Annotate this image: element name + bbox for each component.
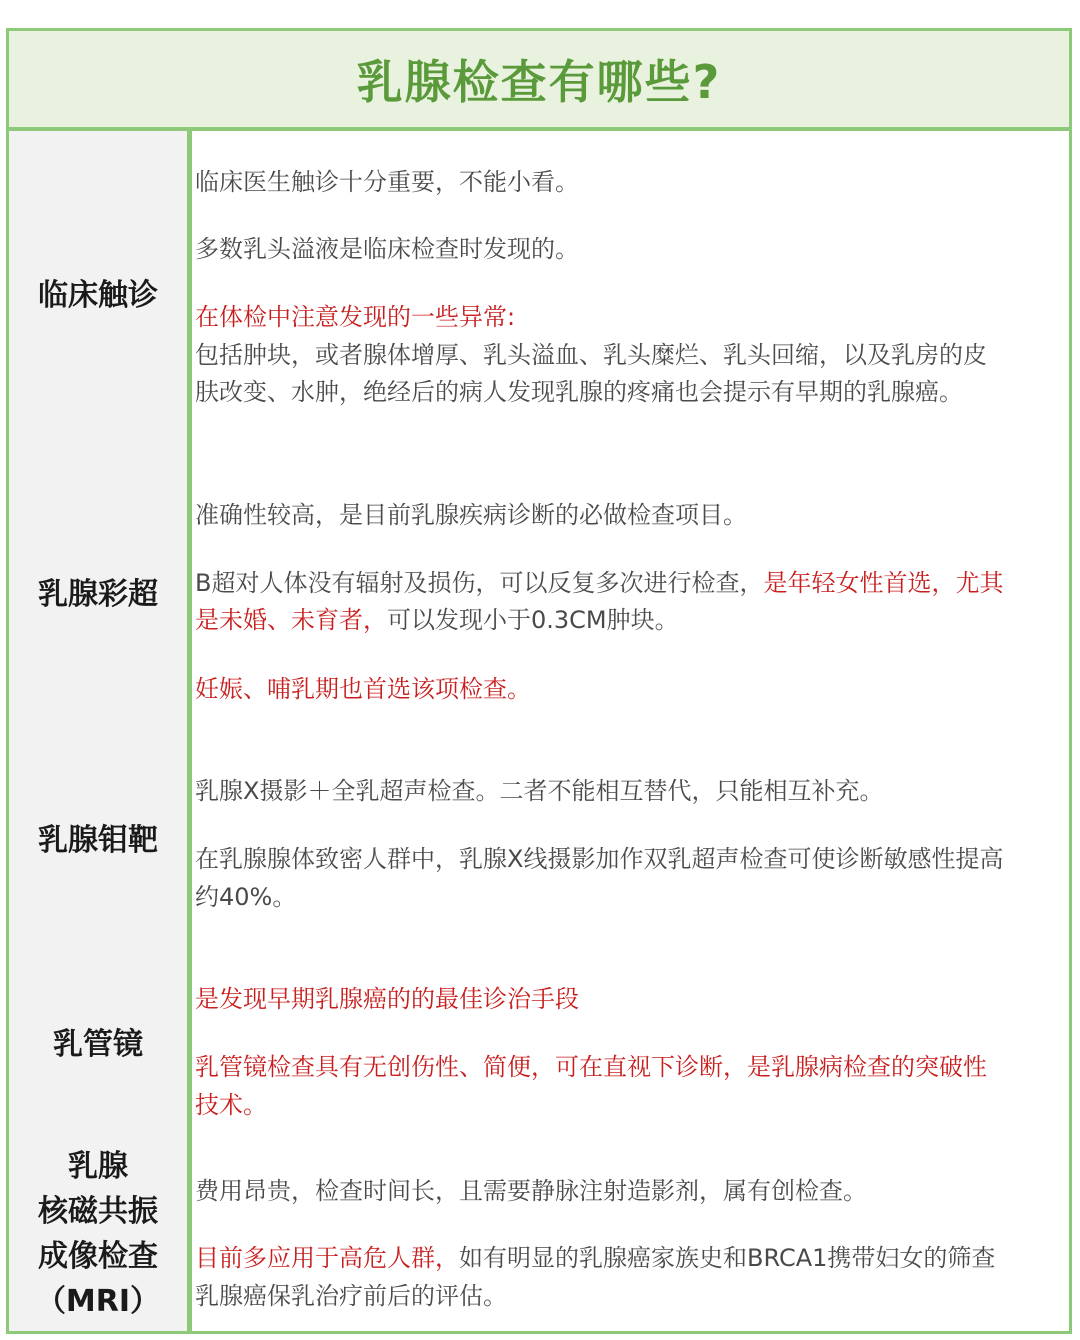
content-line	[195, 1238, 995, 1273]
body-text: 包括肿块，或者腺体增厚、乳头溢血、乳头糜烂、乳头回缩，以及乳房的皮	[195, 341, 987, 369]
row-content-clinical-palpation	[195, 131, 1070, 459]
row-label-text	[38, 273, 158, 318]
highlight-text: 目前多应用于高危人群，	[195, 1244, 459, 1272]
content-line	[195, 979, 579, 1014]
row-label-line: 乳腺	[68, 1149, 128, 1184]
body-text: B超对人体没有辐射及损伤，可以反复多次进行检查，	[195, 569, 764, 597]
content-line	[195, 771, 883, 806]
body-text: 乳腺X摄影＋全乳超声检查。二者不能相互替代，只能相互补充。	[195, 777, 884, 805]
body-text: 乳腺癌保乳治疗前后的评估。	[195, 1282, 507, 1310]
content-line	[195, 839, 1003, 874]
row-label-line: 乳腺钼靶	[38, 822, 158, 858]
row-content-breast-mri	[195, 1137, 1070, 1331]
title-bar	[9, 31, 1069, 131]
content-line	[195, 1085, 267, 1120]
row-label-line: 乳管镜	[53, 1026, 143, 1062]
highlight-text: 是发现早期乳腺癌的的最佳诊治手段	[195, 985, 579, 1013]
row-content-mammography	[195, 729, 1070, 951]
row-label-text	[36, 1144, 160, 1324]
row-label-breast-mri	[9, 1137, 187, 1331]
body-text: 多数乳头溢液是临床检查时发现的。	[195, 235, 579, 263]
body-text: 临床医生触诊十分重要，不能小看。	[195, 168, 579, 196]
content-line	[195, 1047, 987, 1082]
content-line	[195, 495, 747, 530]
row-label-ductoscopy	[9, 951, 187, 1137]
content-line	[195, 877, 296, 912]
row-label-line: （MRI）	[35, 1284, 161, 1319]
content-line	[195, 1171, 867, 1206]
highlight-text: 乳管镜检查具有无创伤性、简便，可在直视下诊断，是乳腺病检查的突破性	[195, 1053, 987, 1081]
row-label-line: 临床触诊	[38, 277, 158, 313]
body-text: 如有明显的乳腺癌家族史和BRCA1携带妇女的筛查	[459, 1244, 996, 1272]
content-line	[195, 297, 515, 332]
row-label-line: 乳腺彩超	[38, 576, 158, 612]
content-line	[195, 1276, 507, 1311]
content-line	[195, 162, 579, 197]
body-text: 费用昂贵，检查时间长，且需要静脉注射造影剂，属有创检查。	[195, 1177, 867, 1205]
row-label-text	[38, 572, 158, 617]
content-line	[195, 669, 531, 704]
row-content-ductoscopy	[195, 951, 1070, 1137]
content-line	[195, 600, 679, 635]
page-title: 乳腺检查有哪些?	[356, 55, 722, 109]
row-label-breast-ultrasound	[9, 459, 187, 729]
content-line	[195, 372, 963, 407]
highlight-text: 是未婚、未育者，	[195, 606, 387, 634]
highlight-text: 技术。	[195, 1091, 267, 1119]
row-label-text	[38, 818, 158, 863]
highlight-text: 在体检中注意发现的一些异常:	[195, 303, 516, 331]
highlight-text: 是年轻女性首选，尤其	[763, 569, 1004, 597]
highlight-text: 妊娠、哺乳期也首选该项检查。	[195, 675, 531, 703]
body-text: 约40%。	[195, 883, 297, 911]
body-text: 在乳腺腺体致密人群中，乳腺X线摄影加作双乳超声检查可使诊断敏感性提高	[195, 845, 1004, 873]
exam-table	[6, 28, 1072, 1334]
row-label-clinical-palpation	[9, 131, 187, 459]
content-line	[195, 563, 1003, 598]
body-text: 准确性较高，是目前乳腺疾病诊断的必做检查项目。	[195, 501, 747, 529]
body-text: 可以发现小于0.3CM肿块。	[387, 606, 679, 634]
row-label-text	[53, 1022, 143, 1067]
row-label-line: 成像检查	[38, 1239, 158, 1274]
row-content-breast-ultrasound	[195, 459, 1070, 729]
content-line	[195, 229, 579, 264]
row-label-mammography	[9, 729, 187, 951]
row-label-line: 核磁共振	[38, 1194, 158, 1229]
body-text: 肤改变、水肿，绝经后的病人发现乳腺的疼痛也会提示有早期的乳腺癌。	[195, 378, 963, 406]
content-line	[195, 335, 987, 370]
